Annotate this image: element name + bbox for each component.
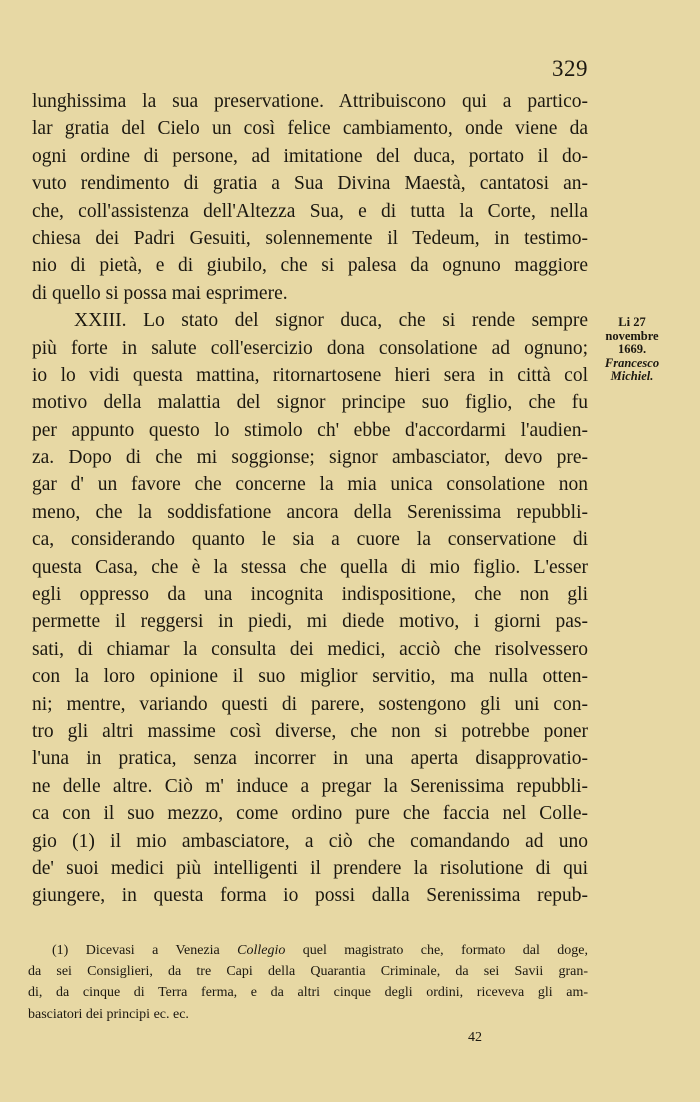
text-line: de' suoi medici più intelligenti il prendere la risolutione di qui (32, 857, 588, 879)
text-line: questa Casa, che è la stessa che quella di mio figlio. L'esser (32, 556, 588, 578)
text-line: di quello si possa mai esprimere. (32, 282, 288, 304)
text-line: gio (1) il mio ambasciatore, a ciò che comandando ad uno (32, 830, 588, 852)
margin-note-date: Li 27 (618, 315, 646, 329)
text-line: lunghissima la sua preservatione. Attribuiscono qui a partico- (32, 91, 588, 112)
footnote-line: di, da cinque di Terra ferma, e da altri cinque degli ordini, riceveva gli am- (28, 985, 588, 1001)
footnote-line: basciatori dei principi ec. ec. (28, 1006, 189, 1022)
text-line: ne delle altre. Ciò m' induce a pregar la Serenissima repubbli- (32, 775, 588, 797)
paragraph-2 (32, 307, 588, 910)
text-line: vuto rendimento di gratia a Sua Divina Maestà, cantatosi an- (32, 173, 588, 195)
margin-note-surname: Michiel. (610, 369, 654, 383)
margin-note-month: novembre (605, 328, 659, 343)
text-line: che, coll'assistenza dell'Altezza Sua, e di tutta la Corte, nella (32, 200, 588, 222)
text-line: gar d' un favore che concerne la mia unica consolatione non (32, 474, 588, 496)
text-line: ogni ordine di persone, ad imitatione del duca, portato il do- (32, 145, 588, 167)
text-line: per appunto questo lo stimolo ch' ebbe d'accordarmi l'audien- (32, 419, 588, 441)
footnote-line: da sei Consiglieri, da tre Capi della Quarantia Criminale, da sei Savii gran- (28, 964, 588, 980)
text-line: ca, considerando quanto le sia a cuore la conservatione di (32, 529, 588, 551)
text-line: l'una in pratica, senza incorrer in una aperta disapprovatio- (32, 748, 588, 770)
text-line: ni; mentre, variando questi di parere, sostengono gli uni con- (32, 693, 588, 715)
text-line: za. Dopo di che mi soggionse; signor ambasciator, devo pre- (32, 447, 588, 469)
body-text (32, 88, 588, 910)
paragraph-1 (32, 88, 588, 307)
text-line: tro gli altri massime così diverse, che non si potrebbe poner (32, 720, 588, 742)
text-line: permette il reggersi in piedi, mi diede motivo, i giorni pas- (32, 611, 588, 633)
margin-note (592, 316, 672, 384)
text-line: io lo vidi questa mattina, ritornartosene hieri sera in città col (32, 364, 588, 386)
margin-note-year: 1669. (617, 342, 647, 356)
text-line: motivo della malattia del signor principe suo figlio, che fu (32, 392, 588, 414)
text-line: con la loro opinione il suo miglior servitio, ma nulla otten- (32, 666, 588, 688)
text-line: meno, che la soddisfatione ancora della Serenissima repubbli- (32, 501, 588, 523)
text-line: egli oppresso da una incognita indispositione, che non gli (32, 584, 588, 606)
footnote-line: (1) Dicevasi a Venezia Collegio quel magistrato che, formato dal doge, (52, 943, 588, 958)
text-line: sati, di chiamar la consulta dei medici, acciò che risolvessero (32, 638, 588, 660)
text-line: lar gratia del Cielo un così felice cambiamento, onde viene da (32, 118, 588, 140)
text-line: giungere, in questa forma io possi dalla Serenissima repub- (32, 885, 588, 907)
text-line: XXIII. Lo stato del signor duca, che si rende sempre (74, 310, 588, 332)
footnote-italic-term: Collegio (237, 943, 286, 958)
margin-note-name: Francesco (604, 355, 660, 370)
text-line: nio di pietà, e di giubilo, che si palesa da ognuno maggiore (32, 255, 588, 277)
text-line: chiesa dei Padri Gesuiti, solennemente il Tedeum, in testimo- (32, 227, 588, 249)
text-line: ca con il suo mezzo, come ordino pure che faccia nel Colle- (32, 803, 588, 825)
signature-mark: 42 (468, 1030, 482, 1045)
page-number: 329 (552, 56, 588, 81)
footnote (28, 940, 588, 1025)
text-line: più forte in salute coll'esercizio dona consolatione ad ognuno; (32, 337, 588, 359)
